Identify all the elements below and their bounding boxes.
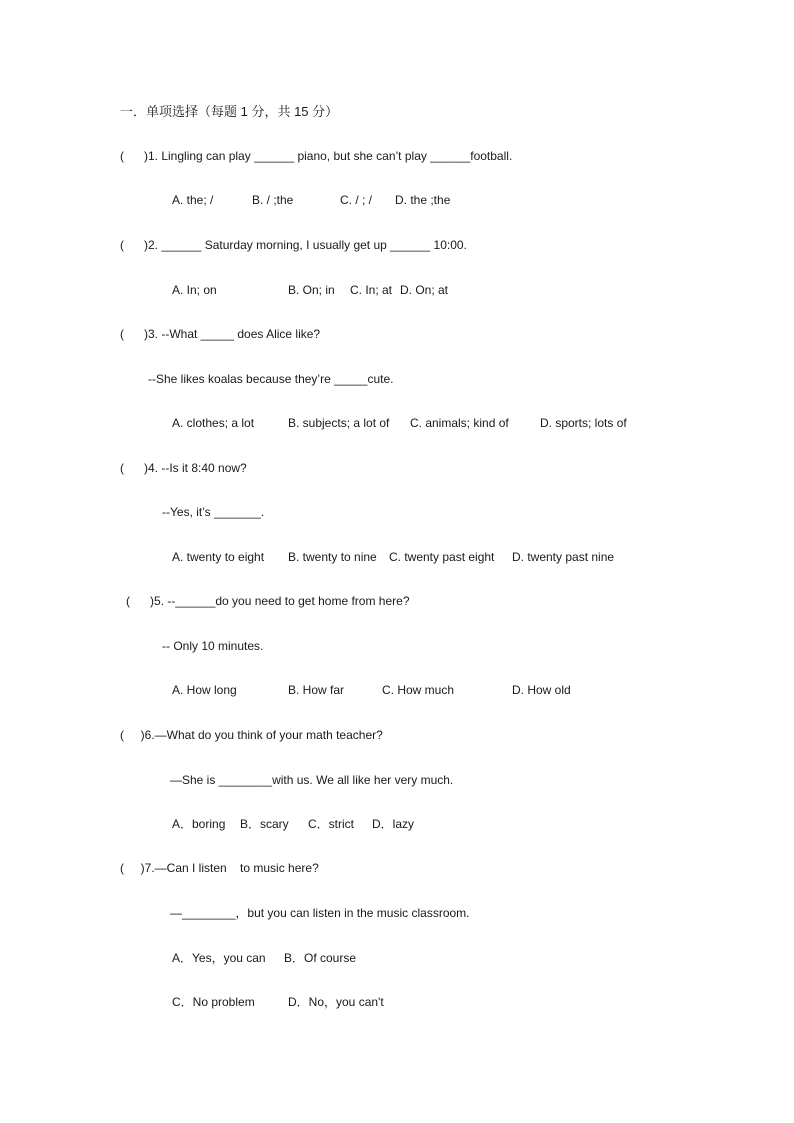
question-2-option-d: D. On; at: [400, 283, 449, 297]
question-7-response: —________，but you can listen in the music classroom.: [170, 906, 470, 920]
question-6-option-d: D．lazy: [372, 817, 415, 831]
question-4-option-c: C. twenty past eight: [389, 550, 495, 564]
question-1-option-b: B. / ;the: [252, 193, 294, 207]
question-5-option-b: B. How far: [288, 683, 345, 697]
question-4-option-b: B. twenty to nine: [288, 550, 377, 564]
question-7-option-a: A．Yes，you can: [172, 951, 266, 965]
section-title: 一．单项选择（每题 1 分，共 15 分）: [120, 104, 339, 119]
question-3-stem: ( )3. --What _____ does Alice like?: [120, 327, 321, 341]
question-4-stem: ( )4. --Is it 8:40 now?: [120, 461, 247, 475]
question-3-response: --She likes koalas because they’re _____cute.: [148, 372, 394, 386]
question-4-option-a: A. twenty to eight: [172, 550, 265, 564]
question-5-option-a: A. How long: [172, 683, 237, 697]
question-6-option-a: A．boring: [172, 817, 226, 831]
question-2-stem: ( )2. ______ Saturday morning, I usually get up ______ 10:00.: [120, 238, 467, 252]
question-4-response: --Yes, it’s _______.: [162, 505, 265, 519]
question-5-stem: ( )5. --______do you need to get home from here?: [126, 594, 410, 608]
question-3-option-a: A. clothes; a lot: [172, 416, 255, 430]
question-6-option-b: B．scary: [240, 817, 289, 831]
question-5-option-d: D. How old: [512, 683, 571, 697]
question-7-option-c: C．No problem: [172, 995, 255, 1009]
question-4-option-d: D. twenty past nine: [512, 550, 615, 564]
question-2-option-c: C. In; at: [350, 283, 393, 297]
question-6-option-c: C．strict: [308, 817, 354, 831]
question-1-option-d: D. the ;the: [395, 193, 451, 207]
question-1-stem: ( )1. Lingling can play ______ piano, but she can’t play ______football.: [120, 149, 513, 163]
question-3-option-b: B. subjects; a lot of: [288, 416, 390, 430]
question-1-option-a: A. the; /: [172, 193, 214, 207]
question-7-option-d: D．No，you can't: [288, 995, 384, 1009]
question-3-option-c: C. animals; kind of: [410, 416, 509, 430]
question-2-option-b: B. On; in: [288, 283, 335, 297]
question-7-stem: ( )7.—Can I listen to music here?: [120, 861, 319, 875]
question-5-response: -- Only 10 minutes.: [162, 639, 264, 653]
question-2-option-a: A. In; on: [172, 283, 217, 297]
question-3-option-d: D. sports; lots of: [540, 416, 627, 430]
question-6-response: —She is ________with us. We all like her very much.: [170, 773, 454, 787]
question-6-stem: ( )6.—What do you think of your math teacher?: [120, 728, 383, 742]
question-7-option-b: B．Of course: [284, 951, 357, 965]
question-5-option-c: C. How much: [382, 683, 455, 697]
question-1-option-c: C. / ; /: [340, 193, 373, 207]
